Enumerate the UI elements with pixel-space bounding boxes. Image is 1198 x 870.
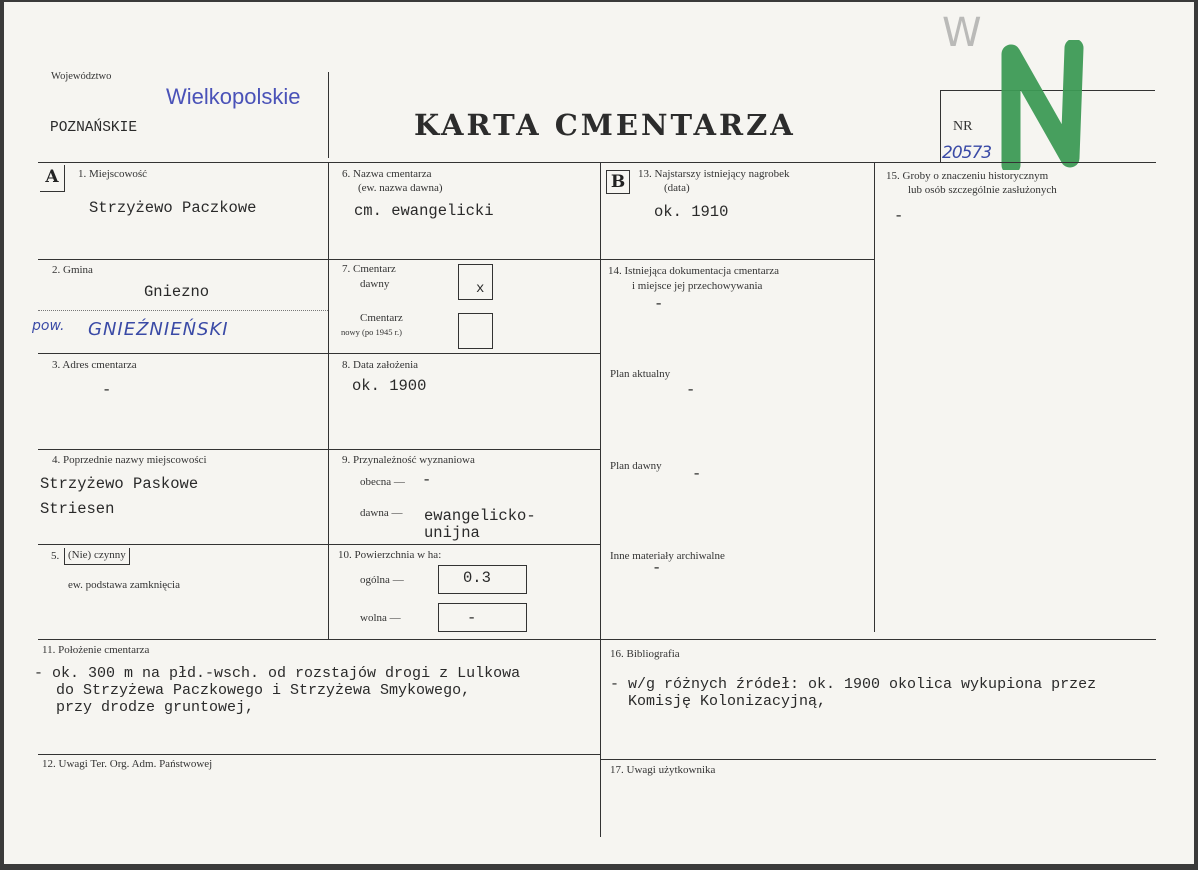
powiat-value: GNIEŹNIEŃSKI [88, 319, 229, 340]
powiat-prefix: pow. [32, 318, 65, 334]
row-line-4 [38, 544, 601, 545]
field-14-label-2: i miejsce jej przechowywania [632, 280, 763, 292]
field-3-value: - [102, 381, 112, 399]
checkbox-old-cemetery[interactable] [458, 264, 493, 300]
field-10-total-label: ogólna — [360, 574, 404, 586]
field-5-sub: ew. podstawa zamknięcia [68, 579, 180, 591]
big-letter-text: N [1044, 110, 1045, 111]
field-4-label: 4. Poprzednie nazwy miejscowości [52, 454, 207, 466]
field-15-value: - [894, 207, 904, 225]
current-plan-value: - [686, 381, 696, 399]
field-10-free-value: - [467, 609, 477, 627]
field-1-label: 1. Miejscowość [78, 168, 148, 180]
field-9-former-label: dawna — [360, 507, 403, 519]
section-b-letter: B [606, 170, 630, 194]
field-13-label-2: (data) [664, 182, 690, 194]
field-6-label-2: (ew. nazwa dawna) [358, 182, 443, 194]
field-7-label-4: nowy (po 1945 r.) [341, 327, 402, 337]
field-5-number: 5. [51, 550, 60, 562]
section-a-letter: A [40, 165, 65, 192]
checkbox-new-cemetery[interactable] [458, 313, 493, 349]
corner-mark: W [942, 10, 982, 56]
field-11-line-1: - ok. 300 m na płd.-wsch. od rozstajów drogi z Lulkowa [34, 665, 521, 682]
field-8-value: ok. 1900 [352, 377, 427, 395]
row-line-1 [38, 259, 875, 260]
nr-number: 20573 [942, 143, 992, 163]
header-divider [328, 72, 329, 158]
row-line-3 [38, 449, 601, 450]
field-13-label-1: 13. Najstarszy istniejący nagrobek [638, 168, 790, 180]
field-16-label: 16. Bibliografia [610, 648, 680, 660]
field-9-current-label: obecna — [360, 476, 405, 488]
gmina-dotted-line [38, 310, 328, 311]
field-10-free-box[interactable] [438, 603, 527, 632]
field-10-total-box[interactable] [438, 565, 527, 594]
field-11-line-3: przy drodze gruntowej, [56, 699, 255, 716]
field-15-label-2: lub osób szczególnie zasłużonych [908, 184, 1057, 196]
row-line-5 [38, 639, 1156, 640]
field-15-label-1: 15. Groby o znaczeniu historycznym [886, 170, 1049, 182]
field-10-free-label: wolna — [360, 612, 401, 624]
nr-label: NR [953, 119, 973, 134]
voivodeship-label: Województwo [51, 71, 112, 82]
nr-box-left [940, 90, 941, 162]
field-17-label: 17. Uwagi użytkownika [610, 764, 716, 776]
field-14-label-1: 14. Istniejąca dokumentacja cmentarza [608, 265, 780, 277]
other-materials-value: - [652, 559, 662, 577]
field-2-value: Gniezno [144, 283, 210, 301]
row-line-6 [38, 754, 601, 755]
field-10-label: 10. Powierzchnia w ha: [338, 549, 442, 561]
voivodeship-stamp: Wielkopolskie [166, 84, 301, 109]
field-4-value-2: Striesen [40, 500, 115, 518]
field-4-value-1: Strzyżewo Paskowe [40, 475, 199, 493]
card-title: KARTA CMENTARZA [414, 108, 796, 142]
field-13-value: ok. 1910 [654, 203, 729, 221]
field-8-label: 8. Data założenia [342, 359, 419, 371]
checkbox-old-cemetery-mark: x [476, 281, 485, 297]
cemetery-card [4, 2, 1194, 864]
col-divider-2 [600, 162, 601, 837]
other-materials-label: Inne materiały archiwalne [610, 550, 725, 562]
field-12-label: 12. Uwagi Ter. Org. Adm. Państwowej [42, 758, 213, 770]
col-divider-1 [328, 162, 329, 639]
field-9-label: 9. Przynależność wyznaniowa [342, 454, 475, 466]
col-divider-3 [874, 162, 875, 632]
voivodeship-typed: POZNAŃSKIE [50, 120, 138, 136]
former-plan-value: - [692, 465, 702, 483]
field-7-label-2: dawny [360, 278, 390, 290]
field-7-label-1: 7. Cmentarz [342, 263, 396, 275]
field-11-line-2: do Strzyżewa Paczkowego i Strzyżewa Smykowego, [56, 682, 471, 699]
field-1-value: Strzyżewo Paczkowe [89, 199, 257, 217]
green-marker-letter [994, 40, 1094, 170]
field-5-label: (Nie) czynny [64, 548, 130, 565]
current-plan-label: Plan aktualny [610, 368, 671, 380]
field-3-label: 3. Adres cmentarza [52, 359, 137, 371]
field-9-former-value-2: unijna [424, 524, 480, 542]
field-6-value: cm. ewangelicki [354, 202, 494, 220]
grid-top-line [38, 162, 1156, 163]
row-line-7 [600, 759, 1156, 760]
field-2-label: 2. Gmina [52, 264, 93, 276]
field-11-label: 11. Położenie cmentarza [42, 644, 150, 656]
field-9-current-value: - [422, 471, 432, 489]
former-plan-label: Plan dawny [610, 460, 662, 472]
field-14-value: - [654, 295, 664, 313]
field-10-total-value: 0.3 [463, 569, 491, 587]
row-line-2 [38, 353, 601, 354]
field-16-line-1: - w/g różnych źródeł: ok. 1900 okolica wykupiona przez [610, 676, 1097, 693]
field-16-line-2: Komisję Kolonizacyjną, [628, 693, 827, 710]
field-7-label-3: Cmentarz [360, 312, 403, 324]
field-6-label-1: 6. Nazwa cmentarza [342, 168, 432, 180]
field-9-former-value-1: ewangelicko- [424, 507, 536, 525]
